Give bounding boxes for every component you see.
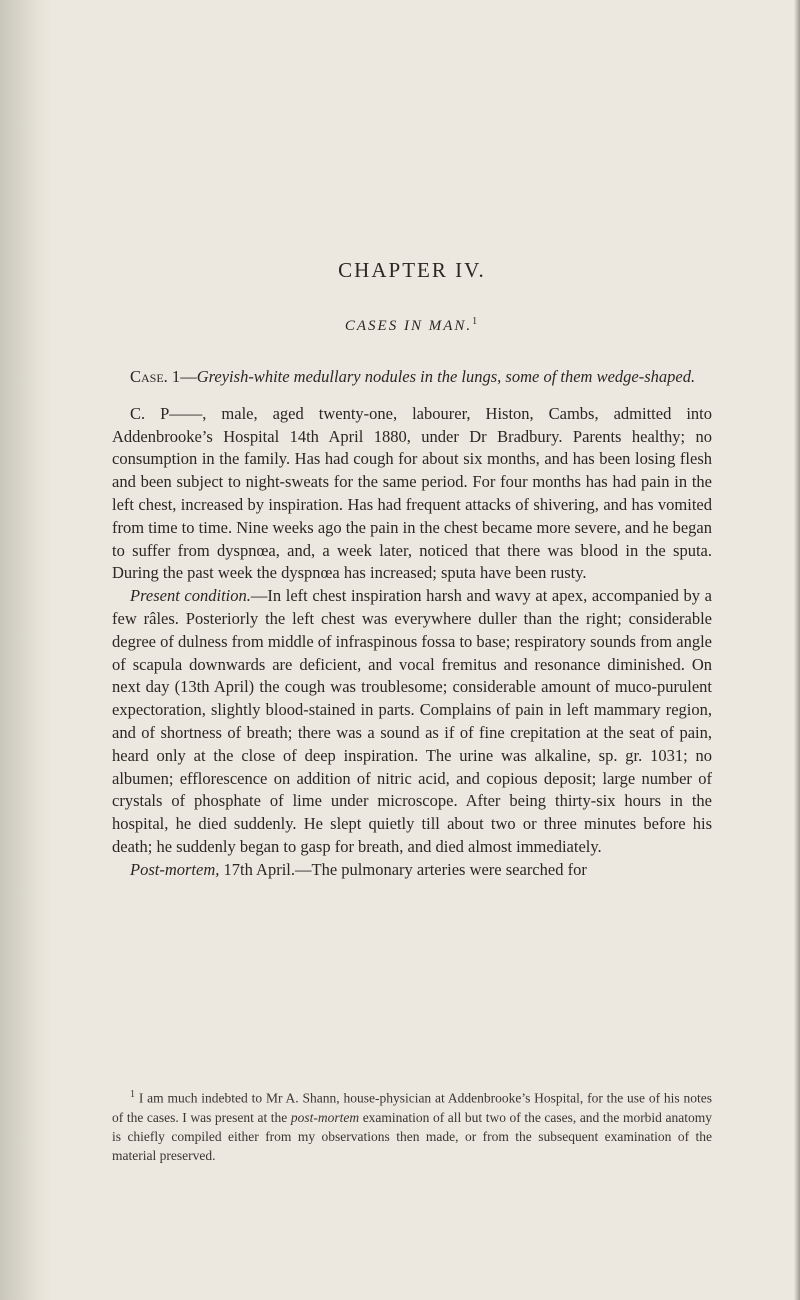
case-title: Greyish-white medullary nodules in the lungs, some of them wedge-shaped.: [196, 367, 696, 386]
page-edge-shadow: [794, 0, 800, 1300]
present-condition-paragraph: [112, 585, 712, 859]
footnote-text-end: examination of all but two of the cases, and the morbid anatomy is chiefly compiled either from my observations then made, or from the subsequent examination of the material preserved.: [112, 1109, 712, 1163]
footnote-italic: post-mortem: [290, 1109, 360, 1125]
page-gutter-shadow: [0, 0, 52, 1300]
post-mortem-paragraph: [112, 859, 712, 882]
section-heading: [112, 316, 712, 335]
case-heading: [112, 366, 712, 389]
post-mortem-text: 17th April.—The pulmonary arteries were searched for: [219, 859, 587, 879]
case-label: Case. 1: [130, 367, 181, 386]
footnote-paragraph: [112, 1085, 712, 1165]
present-condition-label: Present condition.: [130, 586, 251, 606]
footnote-text-start: I am much indebted to Mr A. Shann, house-physician at Addenbrooke’s Hospital, for the use of his notes of the cases. I was present at the: [112, 1090, 712, 1125]
history-paragraph: C. P——, male, aged twenty-one, labourer, Histon, Cambs, admitted into Addenbrooke’s Hospital 14th April 1880, under Dr Bradbury. Parents healthy; no consumption in the family. Has had cough for about six months, and has been losing flesh and been subject to night-sweats for the same period. For four months has had pain in the left chest, increased by inspiration. Has had frequent attacks of shivering, and has vomited from time to time. Nine weeks ago the pain in the chest became more severe, and he began to suffer from dyspnœa, and, a week later, noticed that there was blood in the sputa. During the past week the dyspnœa has increased; sputa have been rusty.: [112, 403, 712, 583]
case-dash: —: [180, 367, 197, 386]
chapter-heading: CHAPTER IV.: [338, 258, 486, 282]
post-mortem-label: Post-mortem,: [130, 859, 220, 879]
footnote: [112, 1085, 712, 1165]
main-text: [112, 366, 712, 882]
footnote-mark: 1: [130, 1089, 135, 1100]
present-condition-text: —In left chest inspiration harsh and wavy at apex, accompanied by a few râles. Posteriorly the left chest was everywhere duller than the right; considerable degree of dulness from middle of infraspinous fossa to base; respiratory sounds from angle of scapula downwards are deficient, and vocal fremitus and resonance diminished. On next day (13th April) the cough was troublesome; considerable amount of muco-purulent expectoration, slightly blood-stained in parts. Complains of pain in left mammary region, and of shortness of breath; there was a sound as if of fine crepitation at the seat of pain, heard only at the close of deep inspiration. The urine was alkaline, sp. gr. 1031; no albumen; efflorescence on addition of nitric acid, and copious deposit; large number of crystals of phosphate of lime under microscope. After being thirty-six hours in the hospital, he died suddenly. He slept quietly till about two or three minutes before his death; he suddenly began to gasp for breath, and died almost immediately.: [112, 586, 712, 856]
spacer: [112, 389, 712, 403]
section-heading-text: CASES IN MAN.: [344, 318, 473, 334]
footnote-reference: 1: [472, 316, 480, 327]
